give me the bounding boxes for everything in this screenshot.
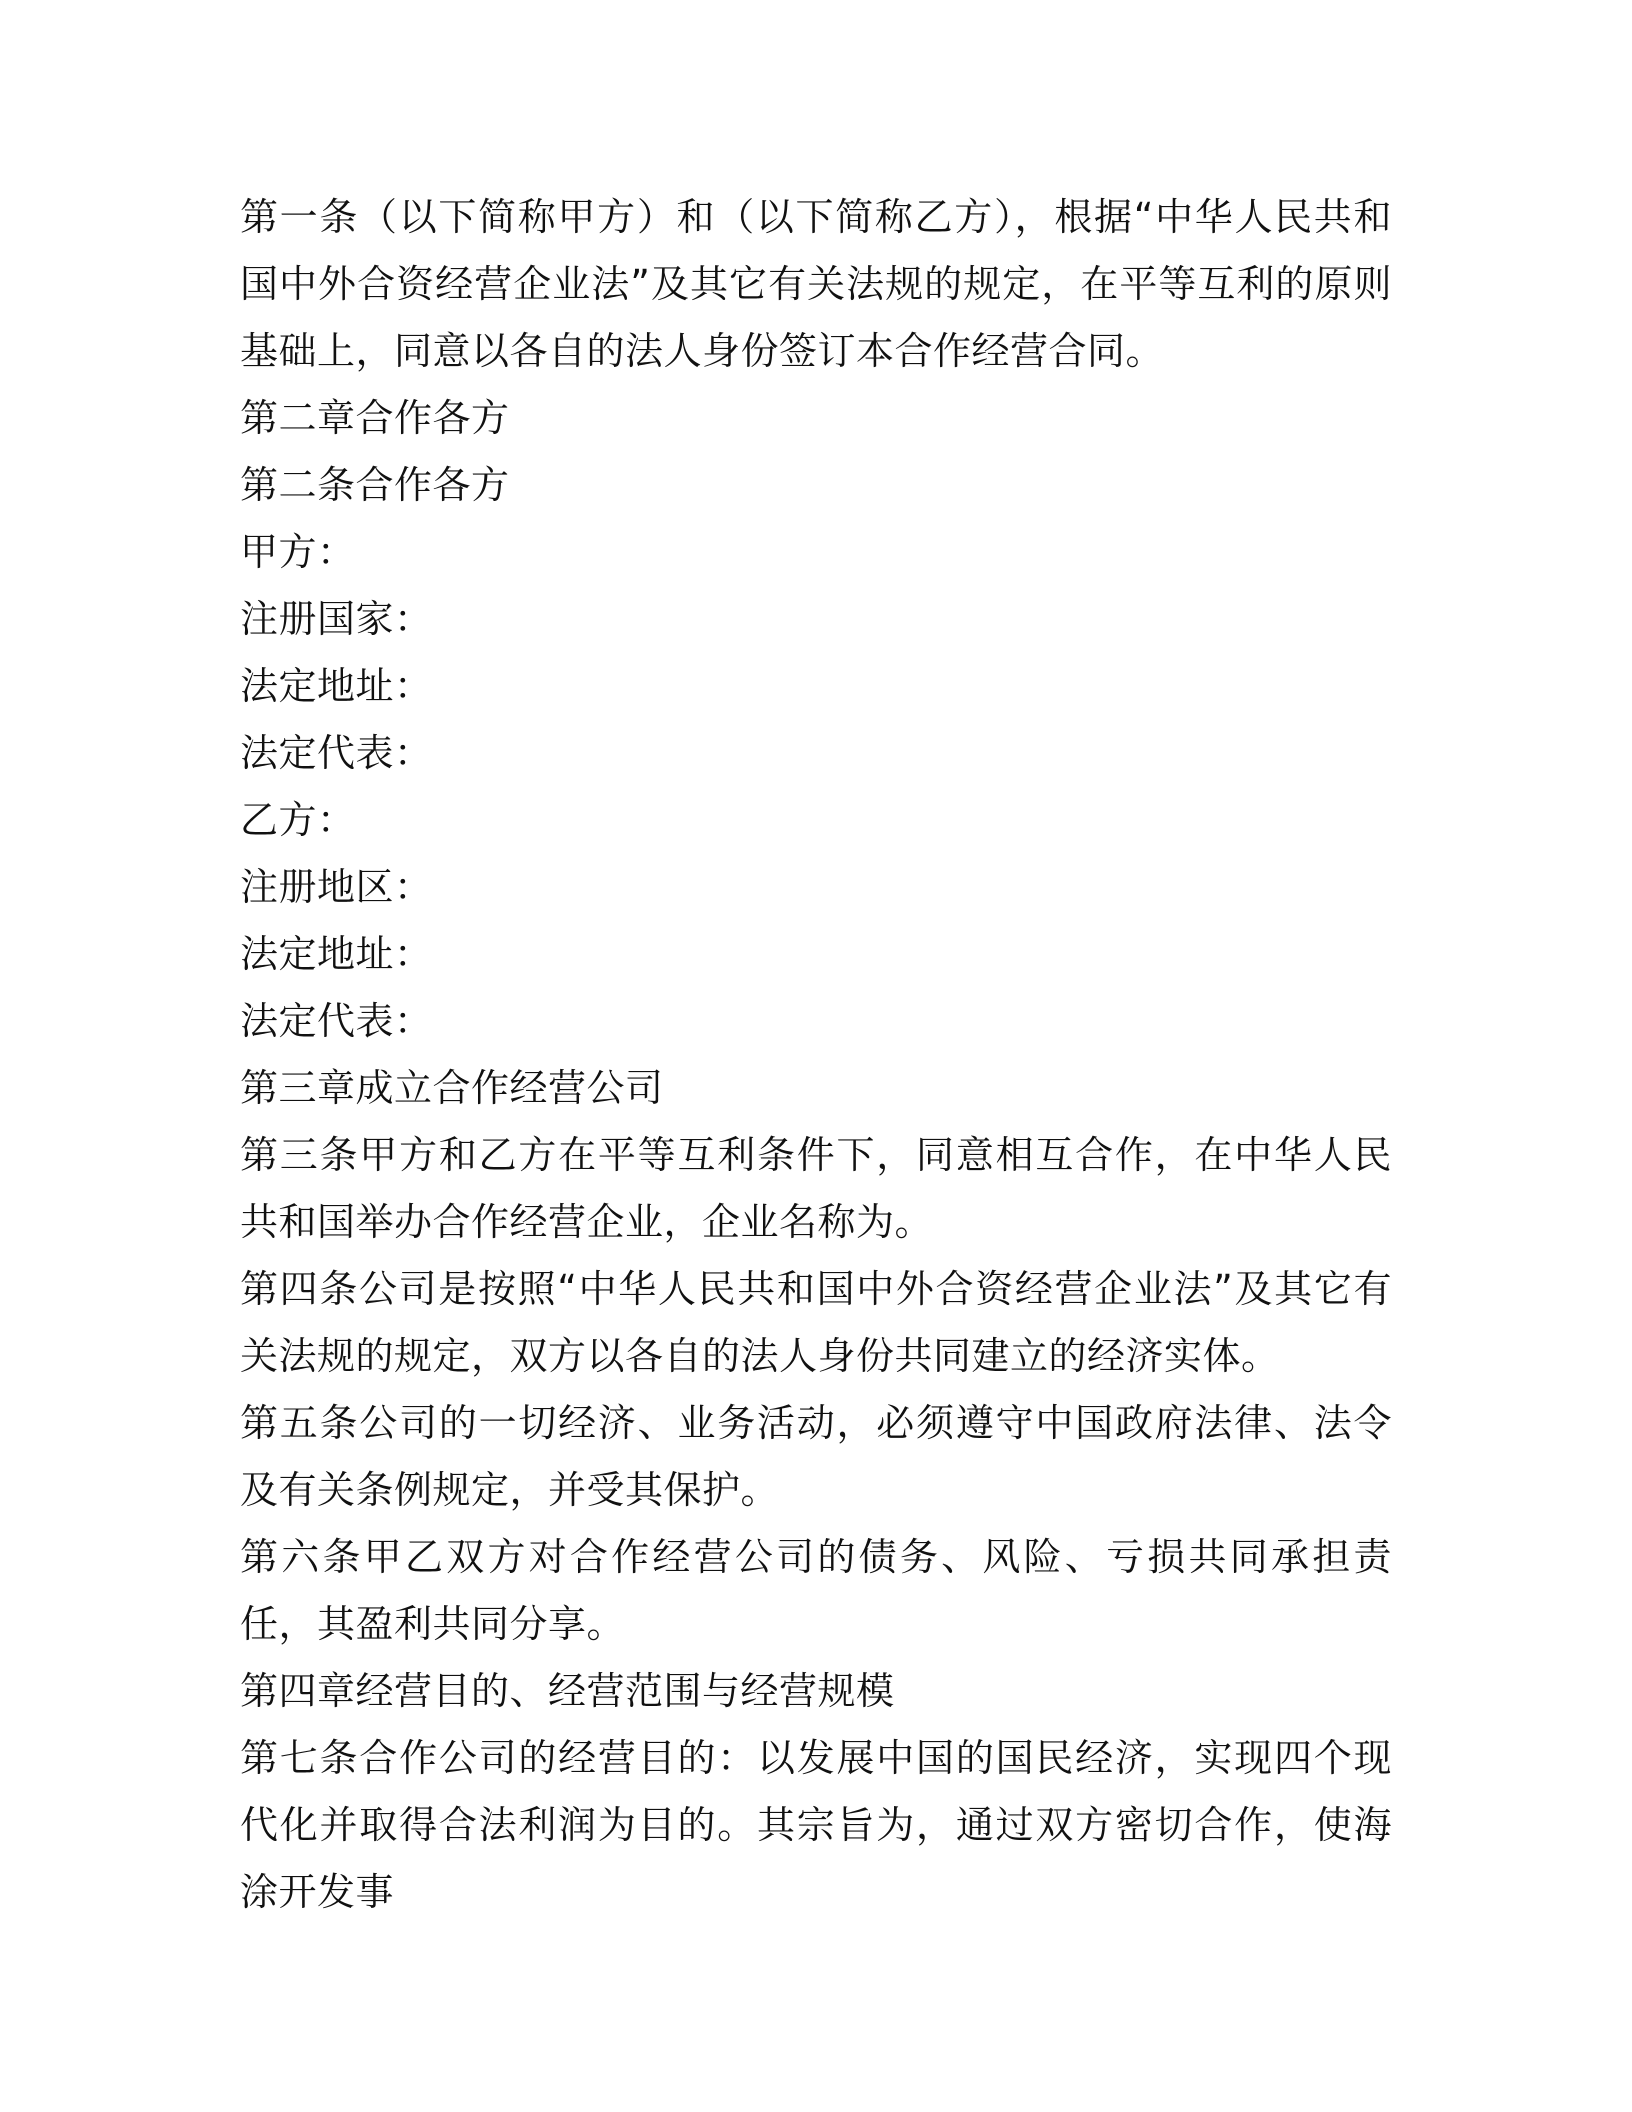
article-3-paragraph: 第三条甲方和乙方在平等互利条件下，同意相互合作，在中华人民共和国举办合作经营企业，企业名称为。 [240, 1133, 1392, 1244]
article-2-heading: 第二条合作各方 [240, 463, 510, 507]
article-6-paragraph: 第六条甲乙双方对合作经营公司的债务、风险、亏损共同承担责任，其盈利共同分享。 [240, 1535, 1392, 1646]
article-5-paragraph: 第五条公司的一切经济、业务活动，必须遵守中国政府法律、法令及有关条例规定，并受其保护。 [240, 1401, 1392, 1512]
chapter-4-heading: 第四章经营目的、经营范围与经营规模 [240, 1669, 895, 1713]
party-b-legal-address: 法定地址： [240, 932, 433, 976]
article-4-paragraph: 第四条公司是按照“中华人民共和国中外合资经营企业法”及其它有关法规的规定，双方以各自的法人身份共同建立的经济实体。 [240, 1267, 1392, 1378]
party-a-legal-address: 法定地址： [240, 664, 433, 708]
article-7-paragraph: 第七条合作公司的经营目的：以发展中国的国民经济，实现四个现代化并取得合法利润为目的。其宗旨为，通过双方密切合作，使海涂开发事 [240, 1736, 1392, 1914]
party-b-label: 乙方： [240, 798, 356, 842]
party-b-legal-representative: 法定代表： [240, 999, 433, 1043]
party-a-label: 甲方： [240, 530, 356, 574]
document-body [240, 184, 1392, 1926]
party-b-registered-region: 注册地区： [240, 865, 433, 909]
party-a-legal-representative: 法定代表： [240, 731, 433, 775]
chapter-3-heading: 第三章成立合作经营公司 [240, 1066, 664, 1110]
chapter-2-heading: 第二章合作各方 [240, 396, 510, 440]
article-1-paragraph: 第一条（以下简称甲方）和（以下简称乙方），根据“中华人民共和国中外合资经营企业法”及其它有关法规的规定，在平等互利的原则基础上，同意以各自的法人身份签订本合作经营合同。 [240, 195, 1392, 373]
party-a-registered-country: 注册国家： [240, 597, 433, 641]
